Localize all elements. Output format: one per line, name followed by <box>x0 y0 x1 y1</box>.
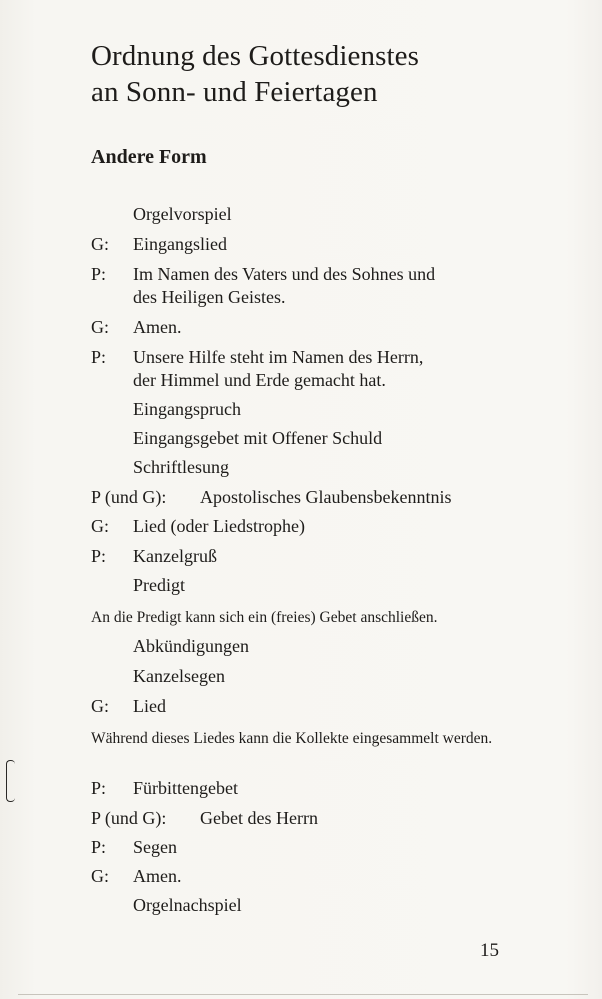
liturgy-text: Schriftlesung <box>133 457 229 477</box>
liturgy-text: Kanzelgruß <box>133 546 217 566</box>
liturgy-role: P: <box>91 347 107 367</box>
page-number: 15 <box>480 940 499 961</box>
liturgy-text: Lied (oder Liedstrophe) <box>133 516 305 536</box>
liturgy-text: Fürbittengebet <box>133 778 238 798</box>
liturgy-role: P (und G): <box>91 808 167 828</box>
liturgy-text: Segen <box>133 837 177 857</box>
liturgy-text: Orgelvorspiel <box>133 204 232 224</box>
liturgy-text: Abkündigungen <box>133 636 249 656</box>
liturgy-text: des Heiligen Geistes. <box>133 287 286 307</box>
liturgy-text: Gebet des Herrn <box>200 808 318 828</box>
liturgy-text: Amen. <box>133 317 182 337</box>
liturgy-text: Orgelnachspiel <box>133 895 242 915</box>
page-title <box>91 38 419 110</box>
liturgy-text: Eingangsgebet mit Offener Schuld <box>133 428 383 448</box>
liturgy-role: P: <box>91 778 107 798</box>
liturgy-role: G: <box>91 317 109 337</box>
liturgy-text: Eingangspruch <box>133 399 241 419</box>
liturgy-role: P: <box>91 264 107 284</box>
liturgy-role: P: <box>91 546 107 566</box>
liturgy-text: Lied <box>133 696 166 716</box>
liturgy-role: G: <box>91 696 109 716</box>
liturgy-text: Predigt <box>133 575 185 595</box>
section-subtitle: Andere Form <box>91 146 207 168</box>
liturgy-role: P (und G): <box>91 487 167 507</box>
title-line-1: Ordnung des Gottesdienstes <box>91 40 420 72</box>
liturgy-role: G: <box>91 516 109 536</box>
liturgy-text: Eingangslied <box>133 234 227 254</box>
binding-staple-mark <box>6 760 15 802</box>
liturgy-note: An die Predigt kann sich ein (freies) Gebet anschließen. <box>91 609 438 626</box>
liturgy-text: der Himmel und Erde gemacht hat. <box>133 370 386 390</box>
liturgy-text: Kanzelsegen <box>133 666 225 686</box>
liturgy-text: Unsere Hilfe steht im Namen des Herrn, <box>133 347 424 367</box>
liturgy-role: P: <box>91 837 107 857</box>
liturgy-text: Amen. <box>133 866 182 886</box>
liturgy-role: G: <box>91 866 109 886</box>
liturgy-text: Apostolisches Glaubensbekenntnis <box>200 487 452 507</box>
liturgy-text: Im Namen des Vaters und des Sohnes und <box>133 264 436 284</box>
title-line-2: an Sonn- und Feiertagen <box>91 76 378 108</box>
liturgy-role: G: <box>91 234 109 254</box>
liturgy-note: Während dieses Liedes kann die Kollekte eingesammelt werden. <box>91 730 493 747</box>
page-bottom-edge <box>18 994 588 995</box>
